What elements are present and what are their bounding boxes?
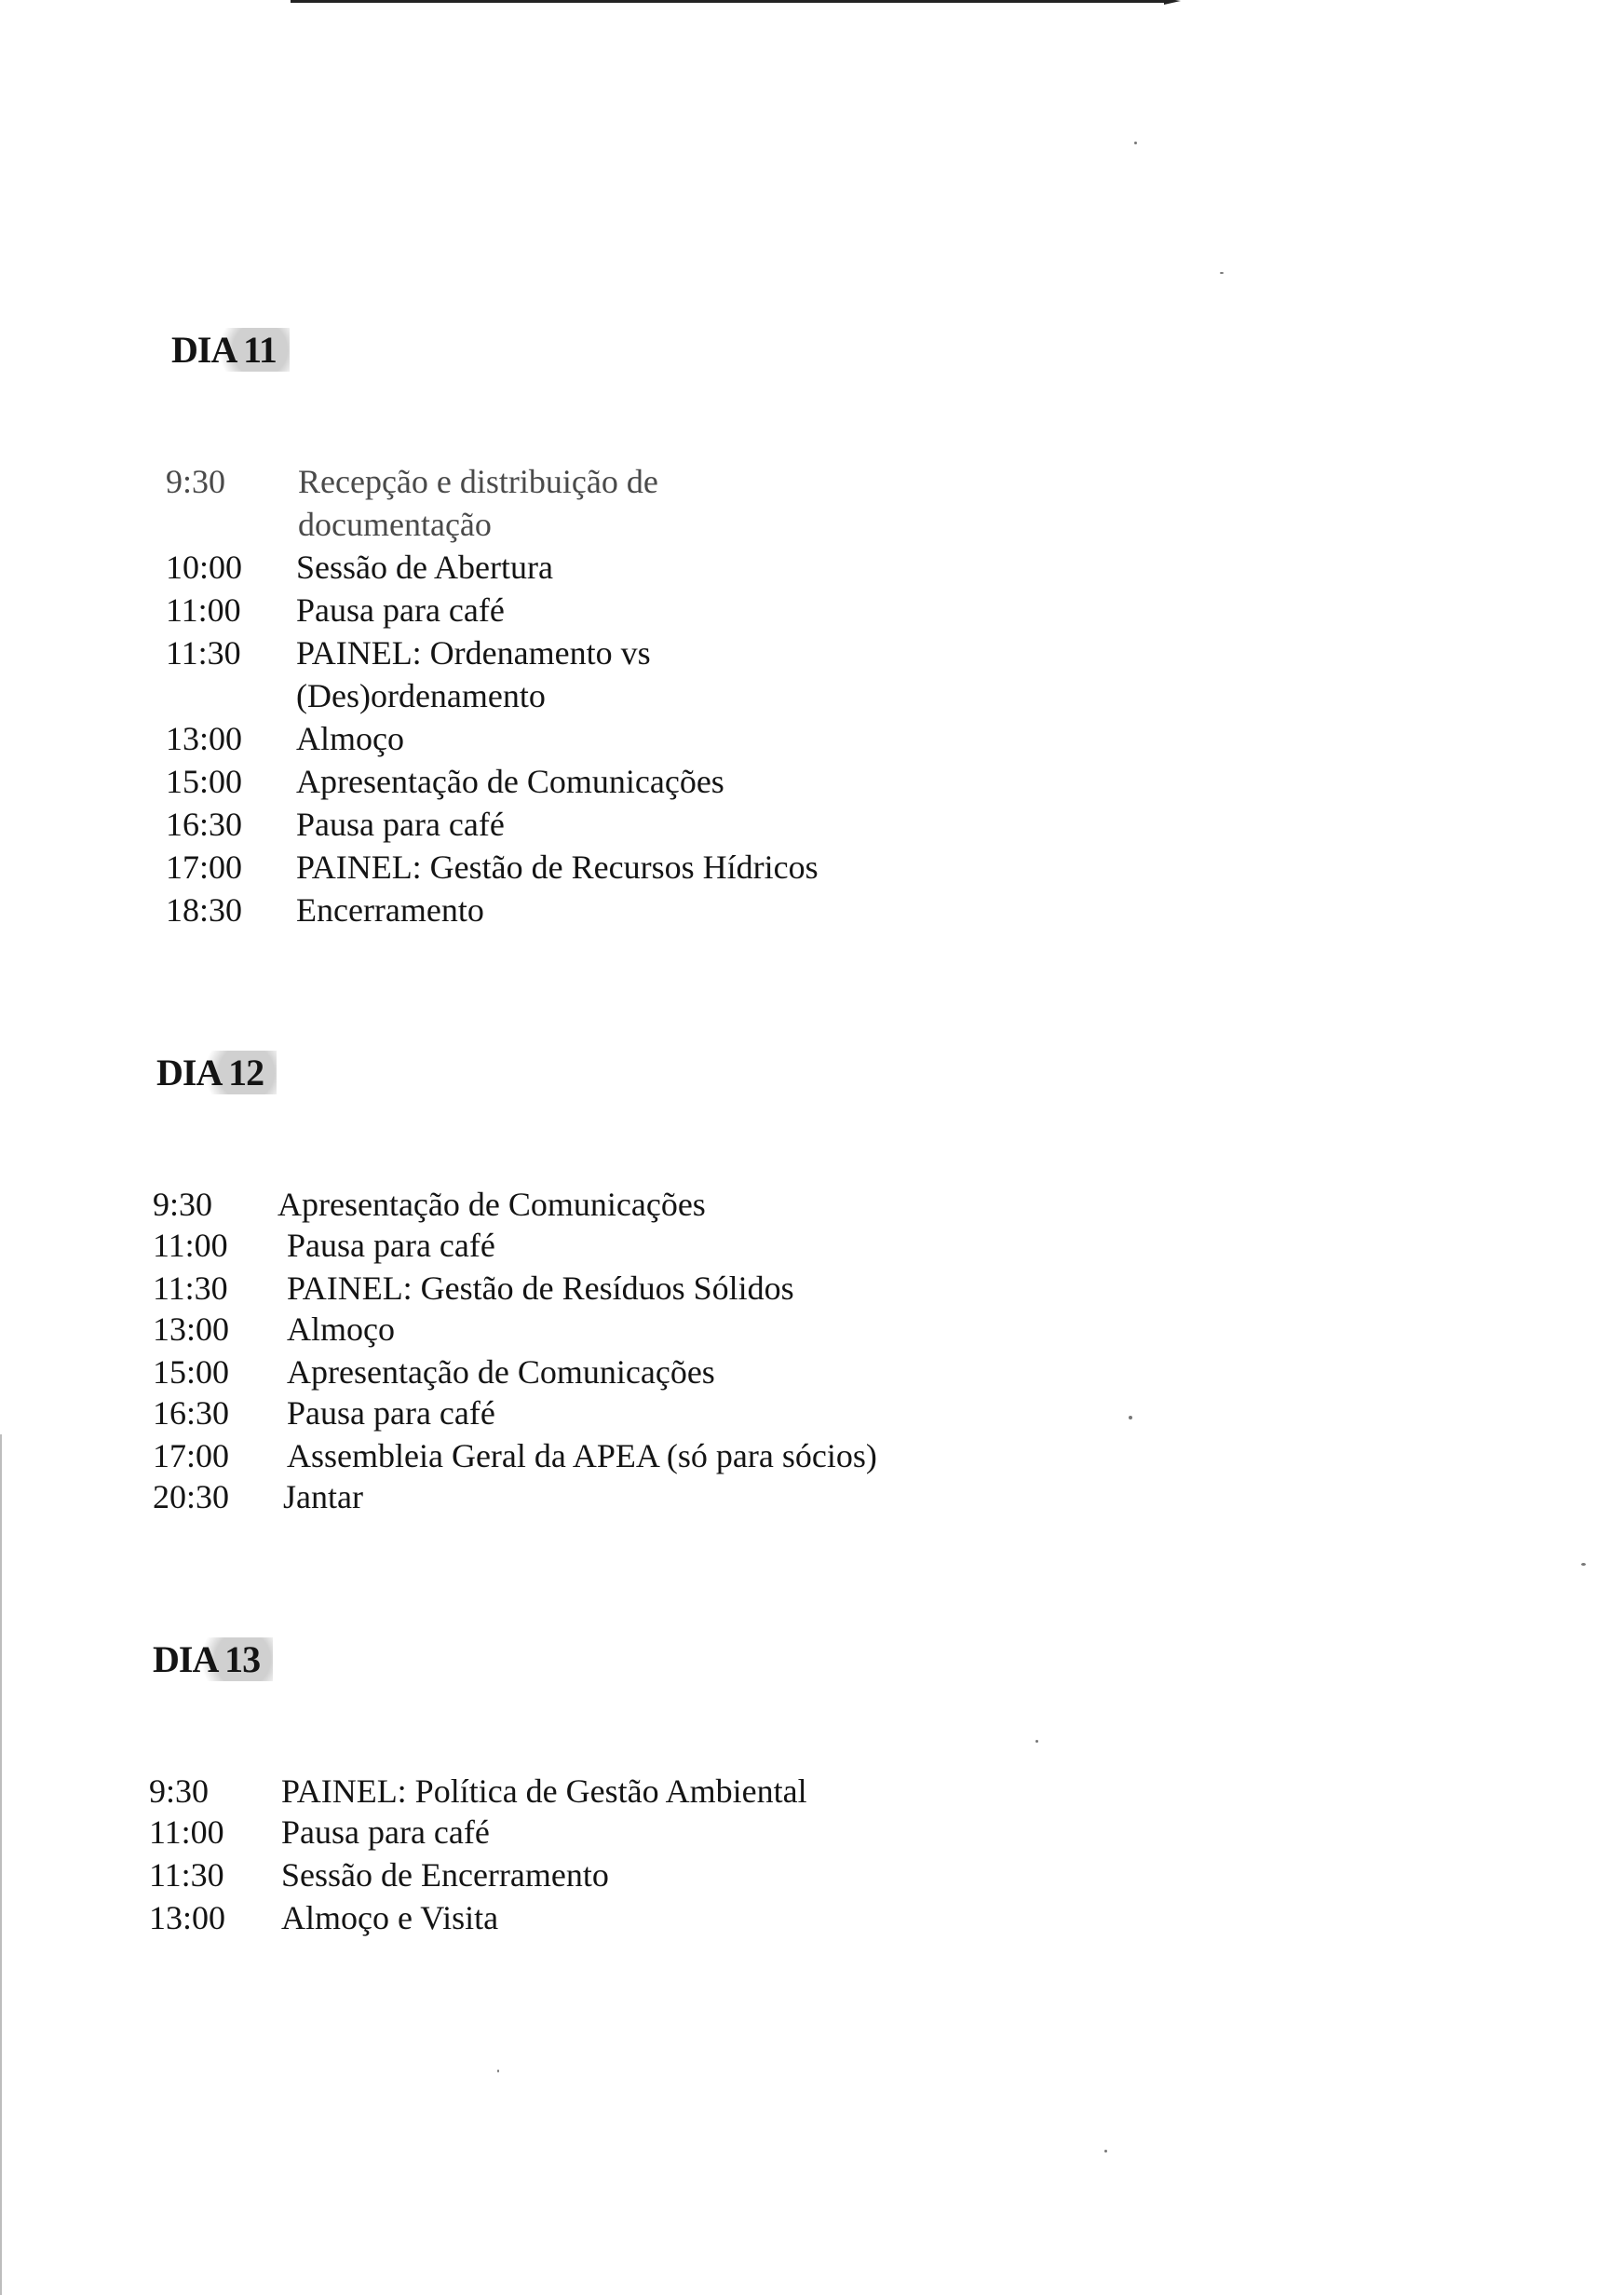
row-time: 11:00 xyxy=(166,591,241,629)
row-time: 16:30 xyxy=(166,806,243,843)
day-heading: DIA 13 xyxy=(153,1637,273,1681)
row-event: Pausa para café xyxy=(287,1227,495,1264)
scan-speck xyxy=(1035,1740,1038,1743)
row-event: PAINEL: Política de Gestão Ambiental xyxy=(281,1772,807,1810)
row-event: PAINEL: Gestão de Recursos Hídricos xyxy=(296,849,819,886)
row-time: 13:00 xyxy=(149,1899,226,1936)
row-time: 11:00 xyxy=(153,1227,228,1264)
scan-speck xyxy=(1581,1563,1586,1566)
row-time: 11:30 xyxy=(153,1270,228,1307)
row-time: 9:30 xyxy=(166,463,226,500)
row-event: Sessão de Abertura xyxy=(296,549,553,586)
row-event: Pausa para café xyxy=(296,591,505,629)
row-event: Encerramento xyxy=(296,891,484,929)
row-event: PAINEL: Ordenamento vs xyxy=(296,634,651,672)
row-time: 11:30 xyxy=(166,634,241,672)
scan-speck xyxy=(1104,2150,1107,2152)
row-time: 11:00 xyxy=(149,1813,224,1851)
row-time: 17:00 xyxy=(153,1437,230,1474)
row-time: 10:00 xyxy=(166,549,243,586)
scan-speck xyxy=(1134,142,1137,144)
row-event-continuation: documentação xyxy=(298,506,492,543)
row-time: 9:30 xyxy=(153,1186,213,1223)
row-event: Pausa para café xyxy=(296,806,505,843)
row-time: 16:30 xyxy=(153,1394,230,1432)
row-event-continuation: (Des)ordenamento xyxy=(296,677,546,714)
scan-speck xyxy=(1220,272,1224,274)
scan-edge xyxy=(0,1434,2,2295)
scan-speck xyxy=(1129,1416,1132,1419)
scan-speck xyxy=(497,2070,499,2072)
row-event: Jantar xyxy=(283,1478,363,1515)
row-time: 18:30 xyxy=(166,891,243,929)
row-event: Recepção e distribuição de xyxy=(298,463,658,500)
row-time: 13:00 xyxy=(153,1310,230,1348)
row-time: 11:30 xyxy=(149,1856,224,1894)
row-event: Almoço xyxy=(287,1310,395,1348)
day-heading: DIA 12 xyxy=(156,1051,277,1094)
row-event: Pausa para café xyxy=(287,1394,495,1432)
row-event: Pausa para café xyxy=(281,1813,490,1851)
row-event: Apresentação de Comunicações xyxy=(277,1186,706,1223)
row-event: Apresentação de Comunicações xyxy=(296,763,724,800)
row-time: 15:00 xyxy=(166,763,243,800)
row-event: Sessão de Encerramento xyxy=(281,1856,609,1894)
row-event: Almoço e Visita xyxy=(281,1899,499,1936)
row-event: PAINEL: Gestão de Resíduos Sólidos xyxy=(287,1270,794,1307)
row-time: 15:00 xyxy=(153,1353,230,1391)
row-time: 17:00 xyxy=(166,849,243,886)
row-time: 9:30 xyxy=(149,1772,210,1810)
row-event: Almoço xyxy=(296,720,404,757)
row-time: 20:30 xyxy=(153,1478,230,1515)
day-heading: DIA 11 xyxy=(171,328,290,372)
row-event: Apresentação de Comunicações xyxy=(287,1353,715,1391)
row-time: 13:00 xyxy=(166,720,243,757)
row-event: Assembleia Geral da APEA (só para sócios) xyxy=(287,1437,877,1474)
top-rule xyxy=(291,0,1166,3)
